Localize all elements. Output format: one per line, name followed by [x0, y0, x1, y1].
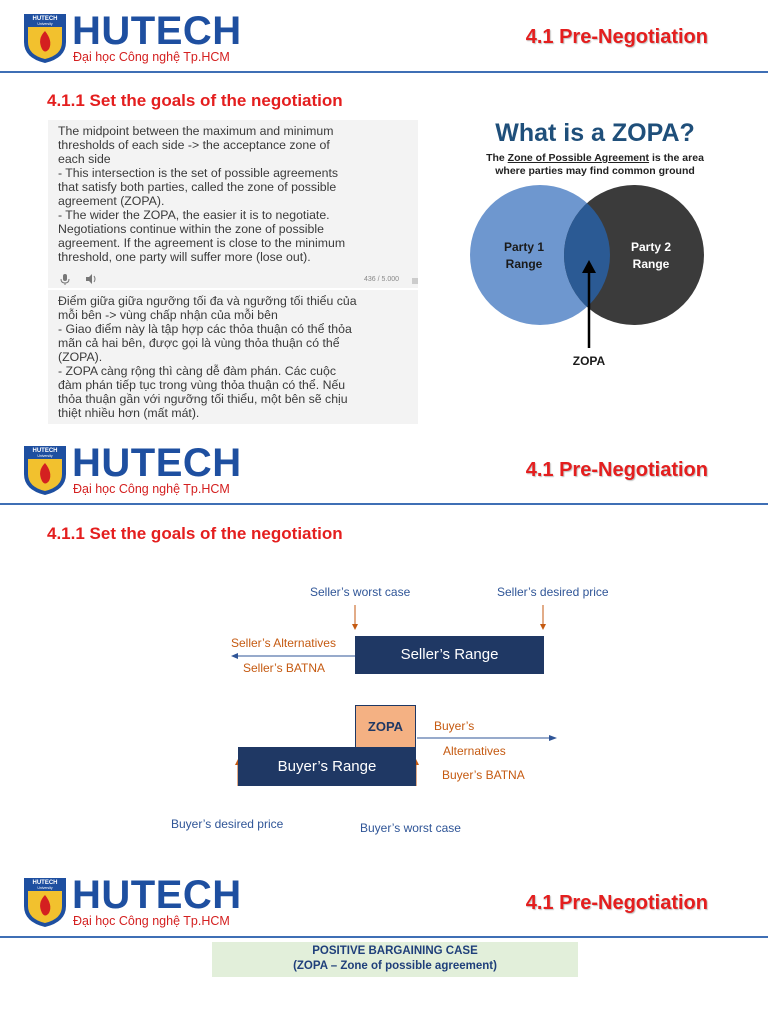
shield-sublabel: University — [37, 22, 53, 26]
header-divider — [0, 503, 768, 505]
shield-label: HUTECH — [32, 448, 58, 454]
buyer-desired-price-label: Buyer’s desired price — [171, 817, 284, 831]
zopa-graphic-subtitle-line2: where parties may find common ground — [495, 165, 695, 177]
speaker-icon[interactable] — [86, 274, 98, 284]
buyer-alternatives-arrow-icon — [549, 735, 557, 741]
section-title: 4.1.1 Set the goals of the negotiation — [47, 524, 343, 543]
seller-worst-case-label: Seller’s worst case — [310, 585, 411, 599]
microphone-icon[interactable] — [60, 274, 70, 285]
buyer-worst-case-label: Buyer’s worst case — [360, 821, 461, 835]
party1-label-line2: Range — [505, 257, 543, 271]
resize-handle-icon[interactable] — [412, 278, 418, 284]
brand-subtitle: Đại học Công nghệ Tp.HCM — [73, 50, 230, 64]
seller-worst-case-arrow-icon — [352, 624, 358, 630]
party2-label-line2: Range — [632, 257, 670, 271]
shield-sublabel: University — [37, 886, 53, 890]
seller-alternatives-label: Seller’s Alternatives — [231, 636, 336, 650]
party2-label-line1: Party 2 — [630, 240, 672, 254]
shield-sublabel: University — [37, 454, 53, 458]
shield-label: HUTECH — [32, 16, 58, 22]
positive-bargaining-box — [212, 942, 578, 977]
seller-desired-price-label: Seller’s desired price — [497, 585, 609, 599]
brand-name: HUTECH — [72, 9, 242, 53]
buyer-alternatives-label-line1: Buyer’s — [434, 719, 475, 733]
hutech-shield-logo — [22, 12, 68, 64]
zopa-graphic-title: What is a ZOPA? — [495, 119, 695, 147]
zopa-graphic-subtitle-line1: The Zone of Possible Agreement is the area — [486, 152, 704, 164]
party1-label-line1: Party 1 — [503, 240, 545, 254]
brand-subtitle: Đại học Công nghệ Tp.HCM — [73, 914, 230, 928]
header-divider — [0, 936, 768, 938]
translate-toolbar — [48, 270, 418, 288]
shield-label: HUTECH — [32, 880, 58, 886]
header-divider — [0, 71, 768, 73]
seller-desired-price-arrow-icon — [540, 624, 546, 630]
seller-alternatives-arrow-icon — [231, 653, 238, 659]
buyer-batna-label: Buyer’s BATNA — [442, 768, 525, 782]
hutech-shield-logo — [22, 876, 68, 928]
slide-title: 4.1 Pre-Negotiation — [525, 459, 708, 481]
section-title: 4.1.1 Set the goals of the negotiation — [47, 91, 343, 110]
buyer-range-box: Buyer’s Range — [238, 747, 416, 786]
brand-name: HUTECH — [72, 873, 242, 917]
seller-range-box: Seller’s Range — [355, 636, 544, 674]
zopa-venn-diagram — [470, 183, 725, 373]
hutech-shield-logo — [22, 444, 68, 496]
positive-bargaining-title: POSITIVE BARGAINING CASE — [312, 945, 478, 957]
seller-batna-label: Seller’s BATNA — [243, 661, 326, 675]
character-counter: 436 / 5.000 — [364, 276, 400, 283]
buyer-alternatives-label-line2: Alternatives — [443, 744, 506, 758]
zopa-arrow-label: ZOPA — [572, 354, 606, 368]
brand-name: HUTECH — [72, 441, 242, 485]
slide-title: 4.1 Pre-Negotiation — [525, 26, 708, 48]
english-text: The midpoint between the maximum and minimum thresholds of each side -> the acceptance zone of each side - This intersection is the set of possible agreements that satisfy both parties, called the zone of possible agreement (ZOPA). - The wider the ZOPA, the easier it is to negotiate. Negotiations continue within the zone of possible agreement. If the agreement is close to the minimum threshold, one party will suffer more (lose out). — [58, 124, 346, 264]
slide-title: 4.1 Pre-Negotiation — [525, 892, 708, 914]
vietnamese-text: Điểm giữa giữa ngưỡng tối đa và ngưỡng tối thiểu của mỗi bên -> vùng chấp nhận của mỗi bên - Giao điểm này là tập hợp các thỏa thuận có thể thỏa mãn cả hai bên, được gọi là vùng thỏa thuận có thể (ZOPA). - ZOPA càng rộng thì càng dễ đàm phán. Các cuộc đàm phán tiếp tục trong vùng thỏa thuận có thể. Nếu thỏa thuận gần với ngưỡng tối thiểu, một bên sẽ chịu thiệt nhiều hơn (mất mát). — [58, 294, 357, 420]
positive-bargaining-subtitle: (ZOPA – Zone of possible agreement) — [293, 960, 497, 972]
brand-subtitle: Đại học Công nghệ Tp.HCM — [73, 482, 230, 496]
zopa-box: ZOPA — [355, 705, 416, 748]
